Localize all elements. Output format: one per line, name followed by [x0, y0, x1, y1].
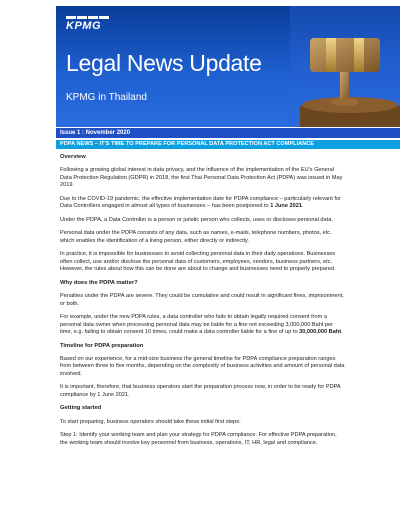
- paragraph: In practice, it is impossible for businesses to avoid collecting personal data in their daily operations. Businesses often collect, use and/or disclose the personal data of customers, employees, vendors, business partners, etc. However, the rules about how this can be done are about to change and businesses need to properly prepared.: [60, 251, 336, 273]
- article-body: [60, 154, 345, 453]
- header-banner: [56, 6, 400, 127]
- paragraph: For example, under the new PDPA rules, a data controller who fails to obtain legally required consent from a personal data owner when processing personal data may be liable for a fine not exceeding 3,000,000 Baht per time, e.g. failing to obtain consent 10 times, could make a data controller liable for a fine of up to 30,000,000 Baht.: [60, 314, 343, 336]
- paragraph: Under the PDPA, a Data Controller is a person or juristic person who collects, uses or discloses personal data.: [60, 216, 333, 223]
- paragraph: Penalties under the PDPA are severe. They could be cumulative and could result in significant fines, imprisonment, or both.: [60, 293, 344, 307]
- newsletter-subtitle: KPMG in Thailand: [66, 92, 147, 103]
- paragraph: Following a growing global interest in data privacy, and the influence of the implementation of the EU's General Data Protection Regulation (GDPR) in 2018, the first Thai Personal Data Protection Act (PDPA) was issued in May 2019.: [60, 167, 343, 189]
- timeline-heading: Timeline for PDPA preparation: [60, 342, 144, 349]
- getting-started-heading: Getting started: [60, 405, 102, 412]
- gavel-image: [290, 6, 400, 127]
- paragraph: Personal data under the PDPA consists of any data, such as names, e-mails, telephone numbers, photos, etc. which enables the identification of a living person, either directly or indirectly.: [60, 230, 332, 244]
- issue-bar: Issue 1 : November 2020: [56, 128, 400, 138]
- overview-heading: Overview: [60, 154, 86, 160]
- kpmg-logo: [66, 16, 109, 32]
- paragraph: It is important, therefore, that business operators start the preparation process now, in order to be ready for PDPA compliance by 1 June 2021.: [60, 384, 341, 398]
- newsletter-title: Legal News Update: [66, 50, 262, 76]
- paragraph: To start preparing, business operators should take these initial first steps:: [60, 418, 241, 425]
- paragraph: Due to the COVID-19 pandemic, the effective implementation date for PDPA compliance – particularly relevant for Data Controllers engaged in almost all types of businesses – has been postponed to 1 June 2021.: [60, 195, 341, 210]
- why-heading: Why does the PDPA matter?: [60, 279, 138, 286]
- article-headline: PDPA NEWS – IT'S TIME TO PREPARE FOR PERSONAL DATA PROTECTION ACT COMPLIANCE: [56, 140, 400, 149]
- logo-text: KPMG: [66, 20, 101, 32]
- paragraph: Based on our experience, for a mid-size business the general timeline for PDPA compliance preparation ranges from between three to five months, depending on the complexity of business activities and amount of personal data involved.: [60, 356, 345, 377]
- paragraph: Step 1: Identify your working team and plan your strategy for PDPA compliance. For effective PDPA preparation, the working team should involve key personnel from business, operations, IT, HR, legal and compliance.: [60, 432, 337, 446]
